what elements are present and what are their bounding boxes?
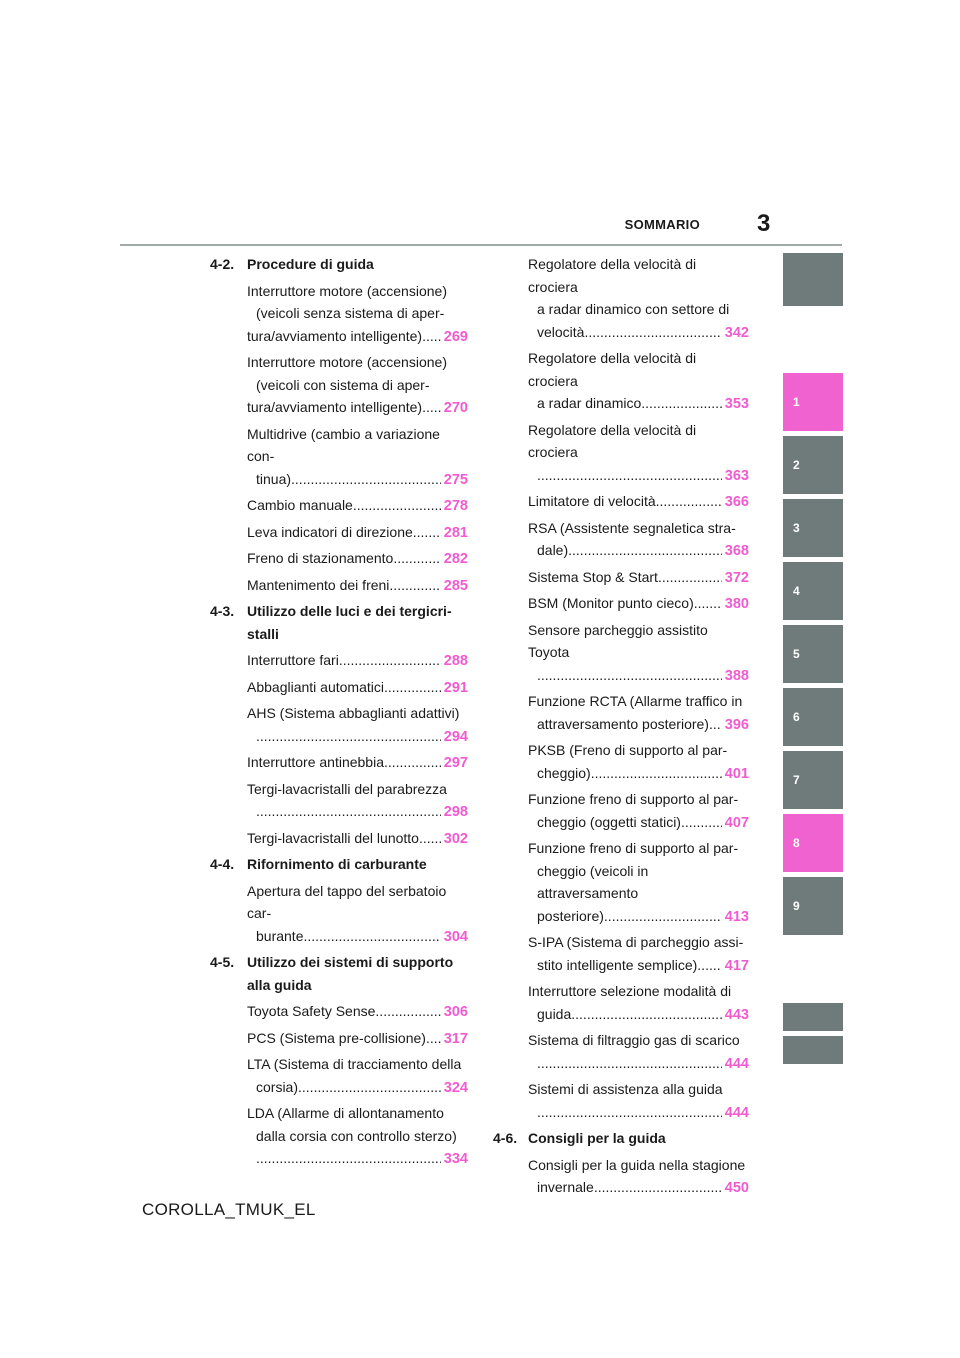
toc-entry-last-line	[247, 676, 468, 700]
toc-entry[interactable]	[247, 880, 468, 949]
dot-leader	[393, 547, 440, 570]
chapter-tab-4[interactable]	[783, 562, 843, 620]
toc-entry[interactable]	[528, 592, 749, 616]
toc-entry-line: Consigli per la guida nella stagione	[528, 1156, 746, 1173]
page-link[interactable]: 401	[724, 765, 749, 782]
toc-entry-line: PKSB (Freno di supporto al par-	[528, 742, 728, 758]
toc-entry-last-line	[247, 325, 468, 349]
toc-entry-last-line	[528, 592, 749, 616]
toc-entry-last-line	[528, 1176, 749, 1200]
page-link[interactable]: 366	[724, 494, 749, 510]
dot-leader	[291, 468, 441, 491]
toc-entry[interactable]	[528, 517, 749, 563]
dot-leader	[339, 649, 441, 672]
toc-entry-text: Tergi-lavacristalli del lunotto	[247, 829, 419, 846]
chapter-tab-label: 1	[793, 395, 800, 409]
dot-leader	[537, 1052, 722, 1075]
toc-entry[interactable]	[528, 253, 749, 344]
chapter-tab-8[interactable]	[783, 814, 843, 872]
toc-entry[interactable]	[247, 827, 468, 851]
toc-entry[interactable]	[528, 347, 749, 416]
toc-entry-text: stito intelligente semplice)	[537, 956, 698, 973]
toc-entry-line: Tergi-lavacristalli del parabrezza	[247, 780, 447, 797]
chapter-tab-3[interactable]	[783, 499, 843, 557]
toc-entry-line: cheggio (veicoli in attraversamento	[537, 862, 649, 901]
page-link[interactable]: 334	[443, 1151, 468, 1167]
dot-leader	[430, 325, 441, 348]
dot-leader	[681, 811, 722, 834]
dot-leader	[537, 464, 722, 487]
toc-entry-last-line	[247, 396, 468, 420]
page-link[interactable]: 353	[724, 396, 749, 412]
toc-entry[interactable]	[528, 419, 749, 488]
chapter-tab-label: 6	[793, 710, 800, 724]
page-link[interactable]: 304	[443, 928, 468, 945]
toc-entry-last-line	[247, 1027, 468, 1051]
toc-entry-line: Sistema di filtraggio gas di scarico	[528, 1032, 740, 1048]
toc-entry-line: Sistemi di assistenza alla guida	[528, 1081, 723, 1097]
section-title: Consigli per la guida	[528, 1130, 666, 1146]
toc-entry[interactable]	[247, 280, 468, 349]
section-number: 4-6.	[493, 1130, 518, 1146]
dot-leader	[426, 1027, 441, 1050]
toc-entry-line: (veicoli con sistema di aper-	[256, 376, 430, 393]
page-link[interactable]: 285	[443, 577, 468, 594]
page-link[interactable]: 302	[443, 830, 468, 847]
toc-entry-text: Toyota Safety Sense	[247, 1003, 376, 1019]
page-link[interactable]: 368	[724, 543, 749, 559]
page-link[interactable]: 342	[724, 324, 749, 341]
chapter-tab-5[interactable]	[783, 625, 843, 683]
page-number: 3	[757, 210, 771, 237]
toc-right-column	[493, 253, 749, 1203]
dot-leader	[641, 392, 722, 415]
section-number: 4-5.	[210, 954, 235, 970]
section-title: Procedure di guida	[247, 256, 374, 272]
toc-entry-text: Abbaglianti automatici	[247, 678, 384, 695]
toc-entry[interactable]	[528, 980, 749, 1026]
toc-entry-text: BSM (Monitor punto cieco)	[528, 595, 694, 611]
chapter-tab-label: 2	[793, 458, 800, 472]
dot-leader	[568, 539, 722, 562]
page-link[interactable]: 317	[443, 1030, 468, 1047]
dot-leader	[384, 676, 441, 699]
toc-entry-text: Sistema Stop & Start	[528, 568, 658, 585]
page-link[interactable]: 372	[724, 569, 749, 586]
toc-entry-line: Interruttore motore (accensione)	[247, 282, 447, 299]
toc-entry-last-line	[528, 713, 749, 737]
toc-entry-last-line	[528, 664, 749, 688]
toc-entry-text: Limitatore di velocità	[528, 493, 656, 509]
toc-entry-line: Interruttore motore (accensione)	[247, 354, 447, 370]
section-number: 4-3.	[210, 603, 235, 619]
toc-entry[interactable]	[528, 619, 749, 688]
page-link[interactable]: 275	[443, 471, 468, 488]
toc-entry-last-line	[247, 521, 468, 545]
toc-entry[interactable]	[528, 1154, 749, 1200]
dot-leader	[384, 751, 441, 774]
toc-entry-last-line	[528, 1101, 749, 1125]
toc-entry-last-line	[247, 494, 468, 518]
toc-entry[interactable]	[247, 423, 468, 492]
dot-leader	[656, 490, 722, 513]
page-link[interactable]: 363	[724, 467, 749, 484]
toc-entry[interactable]	[528, 837, 749, 928]
header-title: SOMMARIO	[624, 217, 700, 232]
toc-entry-line: Regolatore della velocità di crociera	[528, 350, 697, 389]
page-link[interactable]: 443	[724, 1006, 749, 1023]
chapter-tab-6[interactable]	[783, 688, 843, 746]
toc-entry-last-line	[528, 566, 749, 590]
page-link[interactable]: 291	[443, 679, 468, 696]
toc-entry-line: Regolatore della velocità di crociera	[528, 256, 697, 295]
toc-entry-line: Funzione freno di supporto al par-	[528, 791, 739, 807]
toc-entry-text: a radar dinamico	[537, 395, 642, 411]
toc-entry-text: PCS (Sistema pre-collisione)	[247, 1029, 426, 1046]
toc-entry-text: Interruttore fari	[247, 652, 339, 668]
toc-entry-line: S-IPA (Sistema di parcheggio assi-	[528, 934, 744, 950]
document-code: COROLLA_TMUK_EL	[142, 1200, 316, 1219]
toc-entry[interactable]	[528, 1078, 749, 1124]
toc-entry-text: cheggio)	[537, 764, 591, 781]
toc-entry-last-line	[528, 762, 749, 786]
page-link[interactable]: 282	[443, 551, 468, 567]
chapter-tab-label: 4	[793, 584, 800, 598]
dot-leader	[389, 574, 440, 597]
toc-entry-last-line	[247, 1147, 468, 1171]
toc-entry-line: AHS (Sistema abbaglianti adattivi)	[247, 705, 460, 721]
page-link[interactable]: 450	[724, 1180, 749, 1196]
chapter-tab-7[interactable]	[783, 751, 843, 809]
toc-entry[interactable]	[528, 490, 749, 514]
toc-entry-last-line	[247, 827, 468, 851]
dot-leader	[591, 762, 722, 785]
toc-entry-text: Leva indicatori di direzione	[247, 523, 413, 540]
dot-leader	[413, 521, 441, 544]
page-link[interactable]: 297	[443, 755, 468, 771]
chapter-tab-label: 7	[793, 773, 800, 787]
dot-leader	[658, 566, 722, 589]
toc-entry-text: Cambio manuale	[247, 497, 353, 513]
chapter-tab-blank[interactable]	[783, 1003, 843, 1031]
dot-leader	[430, 396, 441, 419]
toc-entry-line: LDA (Allarme di allontanamento	[247, 1105, 444, 1121]
page-link[interactable]: 324	[443, 1079, 468, 1096]
toc-entry-line: Funzione RCTA (Allarme traffico in	[528, 693, 743, 709]
section-title: Utilizzo delle luci e dei tergicri-stalli	[247, 603, 452, 642]
toc-entry-text: cheggio (oggetti statici)	[537, 813, 681, 830]
toc-entry-text: dale)	[537, 542, 569, 558]
toc-entry-last-line	[528, 539, 749, 563]
toc-entry[interactable]	[247, 547, 468, 571]
toc-entry-last-line	[247, 1076, 468, 1100]
toc-entry-line: LTA (Sistema di tracciamento della	[247, 1056, 462, 1072]
toc-entry-line: Sensore parcheggio assistito Toyota	[528, 621, 708, 660]
toc-entry-last-line	[247, 547, 468, 571]
toc-entry-text: velocità	[537, 323, 585, 340]
toc-entry-last-line	[247, 1000, 468, 1024]
section-heading	[493, 1127, 749, 1150]
page-link[interactable]: 278	[443, 498, 468, 514]
chapter-tab-9[interactable]	[783, 877, 843, 935]
page-link[interactable]: 388	[724, 667, 749, 684]
toc-entry[interactable]	[528, 931, 749, 977]
page-link[interactable]: 306	[443, 1004, 468, 1020]
dot-leader	[584, 321, 721, 344]
dot-leader	[298, 1076, 441, 1099]
section-heading	[210, 853, 468, 876]
toc-entry-line: Regolatore della velocità di crociera	[528, 421, 697, 460]
toc-entry-last-line	[528, 811, 749, 835]
toc-entry[interactable]	[528, 739, 749, 785]
toc-entry-text: guida	[537, 1005, 572, 1022]
toc-entry-last-line	[247, 751, 468, 775]
toc-entry[interactable]	[247, 1027, 468, 1051]
toc-entry-line: Apertura del tappo del serbatoio car-	[247, 882, 447, 921]
section-number: 4-4.	[210, 856, 235, 872]
toc-entry[interactable]	[247, 351, 468, 420]
toc-entry-text: tura/avviamento intelligente)..	[247, 399, 430, 415]
toc-entry[interactable]	[247, 574, 468, 598]
dot-leader	[571, 1003, 722, 1026]
page-link[interactable]: 407	[724, 814, 749, 831]
section-title: Rifornimento di carburante	[247, 856, 427, 872]
toc-entry[interactable]	[247, 649, 468, 673]
toc-entry-last-line	[247, 925, 468, 949]
toc-entry-last-line	[528, 392, 749, 416]
page-link[interactable]: 417	[724, 957, 749, 974]
toc-entry[interactable]	[247, 1053, 468, 1099]
toc-entry-text: burante	[256, 927, 304, 944]
chapter-tab-blank[interactable]	[783, 253, 843, 306]
page-link[interactable]: 396	[724, 716, 749, 733]
toc-entry[interactable]	[247, 1102, 468, 1171]
dot-leader	[537, 1101, 722, 1124]
page-link[interactable]: 380	[724, 596, 749, 612]
toc-entry-last-line	[528, 954, 749, 978]
page-link[interactable]: 270	[443, 400, 468, 416]
toc-entry-last-line	[528, 464, 749, 488]
toc-entry[interactable]	[247, 676, 468, 700]
page-link[interactable]: 444	[724, 1104, 749, 1121]
toc-entry-last-line	[247, 725, 468, 749]
chapter-tab-1[interactable]	[783, 373, 843, 431]
page-link[interactable]: 288	[443, 653, 468, 669]
toc-entry[interactable]	[528, 788, 749, 834]
toc-entry-last-line	[247, 649, 468, 673]
toc-entry-text: tura/avviamento intelligente)..	[247, 327, 430, 344]
toc-entry-last-line	[247, 468, 468, 492]
toc-entry[interactable]	[528, 1029, 749, 1075]
chapter-tab-label: 8	[793, 836, 800, 850]
toc-entry-text: Mantenimento dei freni	[247, 576, 390, 593]
toc-entry-line: dalla corsia con controllo sterzo)	[256, 1127, 457, 1144]
dot-leader	[256, 1147, 441, 1170]
toc-entry[interactable]	[247, 751, 468, 775]
toc-entry-text: invernale	[537, 1179, 594, 1195]
dot-leader	[256, 725, 441, 748]
dot-leader	[604, 905, 722, 928]
section-heading	[210, 253, 468, 276]
toc-entry-last-line	[528, 1052, 749, 1076]
toc-entry-text: posteriore)	[537, 907, 604, 924]
chapter-tab-label: 5	[793, 647, 800, 661]
toc-entry[interactable]	[528, 566, 749, 590]
dot-leader	[537, 664, 722, 687]
toc-entry-text: Interruttore antinebbia	[247, 754, 384, 770]
toc-entry-line: a radar dinamico con settore di	[537, 301, 730, 317]
page-link[interactable]: 298	[443, 804, 468, 820]
dot-leader	[697, 954, 722, 977]
section-title: Utilizzo dei sistemi di supporto alla guida	[247, 954, 454, 993]
toc-entry-text: corsia)	[256, 1078, 299, 1095]
toc-entry[interactable]	[528, 690, 749, 736]
chapter-tab-blank[interactable]	[783, 1036, 843, 1064]
dot-leader	[709, 713, 722, 736]
page-link[interactable]: 294	[443, 728, 468, 745]
dot-leader	[256, 800, 441, 823]
toc-entry-last-line	[247, 574, 468, 598]
toc-entry-text: attraversamento posteriore)	[537, 715, 709, 732]
toc-entry-last-line	[247, 800, 468, 824]
toc-entry-line: RSA (Assistente segnaletica stra-	[528, 519, 736, 536]
toc-entry-line: (veicoli senza sistema di aper-	[256, 305, 445, 321]
toc-entry-last-line	[528, 905, 749, 929]
toc-entry[interactable]	[247, 521, 468, 545]
chapter-tab-label: 3	[793, 521, 800, 535]
page-link[interactable]: 413	[724, 908, 749, 925]
toc-entry-line: Multidrive (cambio a variazione con-	[247, 425, 440, 464]
page-link[interactable]: 444	[724, 1055, 749, 1072]
section-heading	[210, 951, 468, 996]
toc-entry-line: Funzione freno di supporto al par-	[528, 840, 739, 856]
section-number: 4-2.	[210, 256, 235, 272]
dot-leader	[375, 1000, 440, 1023]
toc-entry-last-line	[528, 1003, 749, 1027]
chapter-tab-2[interactable]	[783, 436, 843, 494]
toc-entry[interactable]	[247, 702, 468, 748]
dot-leader	[353, 494, 441, 517]
toc-entry[interactable]	[247, 1000, 468, 1024]
dot-leader	[694, 592, 722, 615]
chapter-tab-label: 9	[793, 899, 800, 913]
toc-left-column	[210, 253, 468, 1174]
dot-leader	[419, 827, 441, 850]
dot-leader	[303, 925, 440, 948]
toc-entry[interactable]	[247, 494, 468, 518]
section-heading	[210, 600, 468, 645]
page-link[interactable]: 269	[443, 328, 468, 345]
toc-entry[interactable]	[247, 778, 468, 824]
toc-entry-text: tinua)	[256, 470, 292, 487]
page-link[interactable]: 281	[443, 524, 468, 541]
header-divider	[120, 244, 842, 246]
dot-leader	[594, 1176, 722, 1199]
toc-entry-text: Freno di stazionamento	[247, 550, 394, 566]
toc-entry-last-line	[528, 321, 749, 345]
toc-entry-line: Interruttore selezione modalità di	[528, 983, 732, 999]
toc-entry-last-line	[528, 490, 749, 514]
